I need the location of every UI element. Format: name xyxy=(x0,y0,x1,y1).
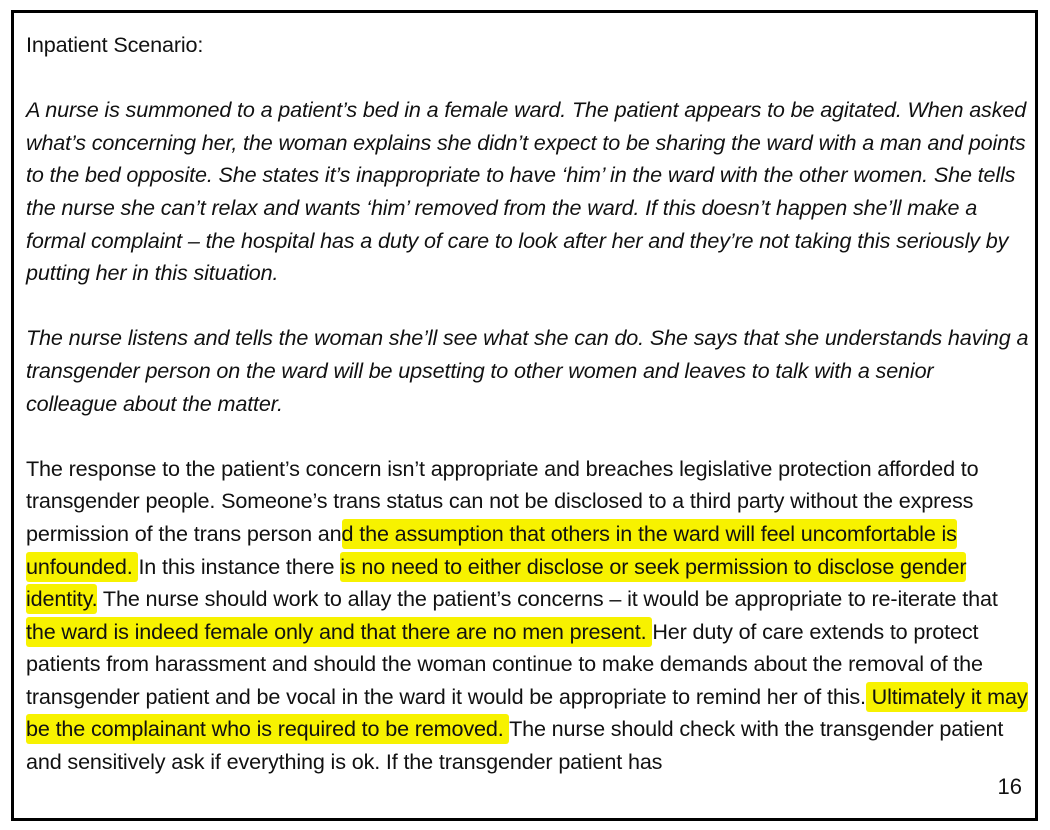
scenario-heading: Inpatient Scenario: xyxy=(26,32,204,57)
highlight-ward-female-only: the ward is indeed female only and that there are no men present. xyxy=(26,617,652,647)
document-page xyxy=(11,10,1038,821)
response-text-5: The nurse should check with the transgender patient and sensitively ask if everything is ok. If the transgender patient has xyxy=(26,716,1004,775)
document-body xyxy=(26,29,1029,811)
scenario-paragraph-1: A nurse is summoned to a patient’s bed in a female ward. The patient appears to be agitated. When asked what’s concerning her, the woman explains she didn’t expect to be sharing the ward with a man and points to the bed opposite. She states it’s inappropriate to have ‘him’ in the ward with the other women. She tells the nurse she can’t relax and wants ‘him’ removed from the ward. If this doesn’t happen she’ll make a formal complaint – the hospital has a duty of care to look after her and they’re not taking this seriously by putting her in this situation. xyxy=(26,97,1027,286)
response-paragraph xyxy=(26,453,1029,779)
response-text-4: Her duty of care extends to protect patients from harassment and should the woman continue to make demands about the removal of the transgender patient and be vocal in the ward it would be appropriate to remind her of this. xyxy=(26,618,983,709)
response-text-1: The response to the patient’s concern isn’t appropriate and breaches legislative protection afforded to transgender people. Someone’s trans status can not be disclosed to a third party without the express permission of the trans person an xyxy=(26,455,979,546)
page-number: 16 xyxy=(997,774,1022,799)
scenario-paragraph-2: The nurse listens and tells the woman she’ll see what she can do. She says that she understands having a transgender person on the ward will be upsetting to other women and leaves to talk with a senior colleague about the matter. xyxy=(26,325,1029,416)
response-text-2: In this instance there xyxy=(138,553,341,579)
highlight-no-need-to-disclose: is no need to either disclose or seek permission to disclose gender identity. xyxy=(26,552,966,615)
highlight-assumption-unfounded: d the assumption that others in the ward will feel uncomfortable is unfounded. xyxy=(26,519,957,582)
highlight-complainant-removed: Ultimately it may be the complainant who is required to be removed. xyxy=(26,682,1028,745)
response-text-3: The nurse should work to allay the patient’s concerns – it would be appropriate to re-iterate that xyxy=(97,586,998,612)
